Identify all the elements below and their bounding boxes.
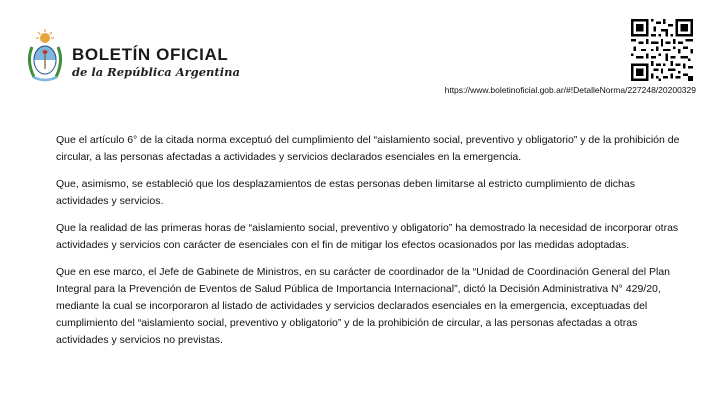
paragraph: Que en ese marco, el Jefe de Gabinete de Ministros, en su carácter de coordinador de la “Unidad de Coordinación General del Plan Integral para la Prevención de Eventos de Salud Pública de Importancia Internacional”, dictó la Decisión Administrativa N° 429/20, mediante la cual se incorporaron al listado de actividades y servicios declarados esenciales en la emergencia, exceptuadas del cumplimiento del “aislamiento social, preventivo y obligatorio” y de la prohibición de circular, a las personas afectadas a otras actividades y servicios no previstas. [56, 266, 671, 346]
paragraph: Que la realidad de las primeras horas de “aislamiento social, preventivo y obligatorio” ha demostrado la necesidad de incorporar otras actividades y servicios con carácter de esenciales con el fin de mitigar los efectos ocasionados por las medidas adoptadas. [56, 222, 679, 251]
brand [72, 46, 240, 79]
document-body [56, 132, 686, 359]
page-header [0, 0, 720, 100]
brand-title: BOLETÍN OFICIAL [72, 45, 229, 64]
qr-code-icon [631, 19, 693, 81]
paragraph: Que, asimismo, se estableció que los desplazamientos de estas personas deben limitarse al estricto cumplimiento de dichas actividades y servicios. [56, 178, 635, 207]
brand-subtitle: de la República Argentina [72, 65, 240, 79]
argentina-coat-of-arms-icon [24, 27, 66, 85]
document-url[interactable]: https://www.boletinoficial.gob.ar/#!DetalleNorma/227248/20200329 [444, 85, 696, 95]
paragraph: Que el artículo 6° de la citada norma exceptuó del cumplimiento del “aislamiento social, preventivo y obligatorio” y de la prohibición de circular, a las personas afectadas a actividades y servicios declarados esenciales en la emergencia. [56, 134, 680, 163]
